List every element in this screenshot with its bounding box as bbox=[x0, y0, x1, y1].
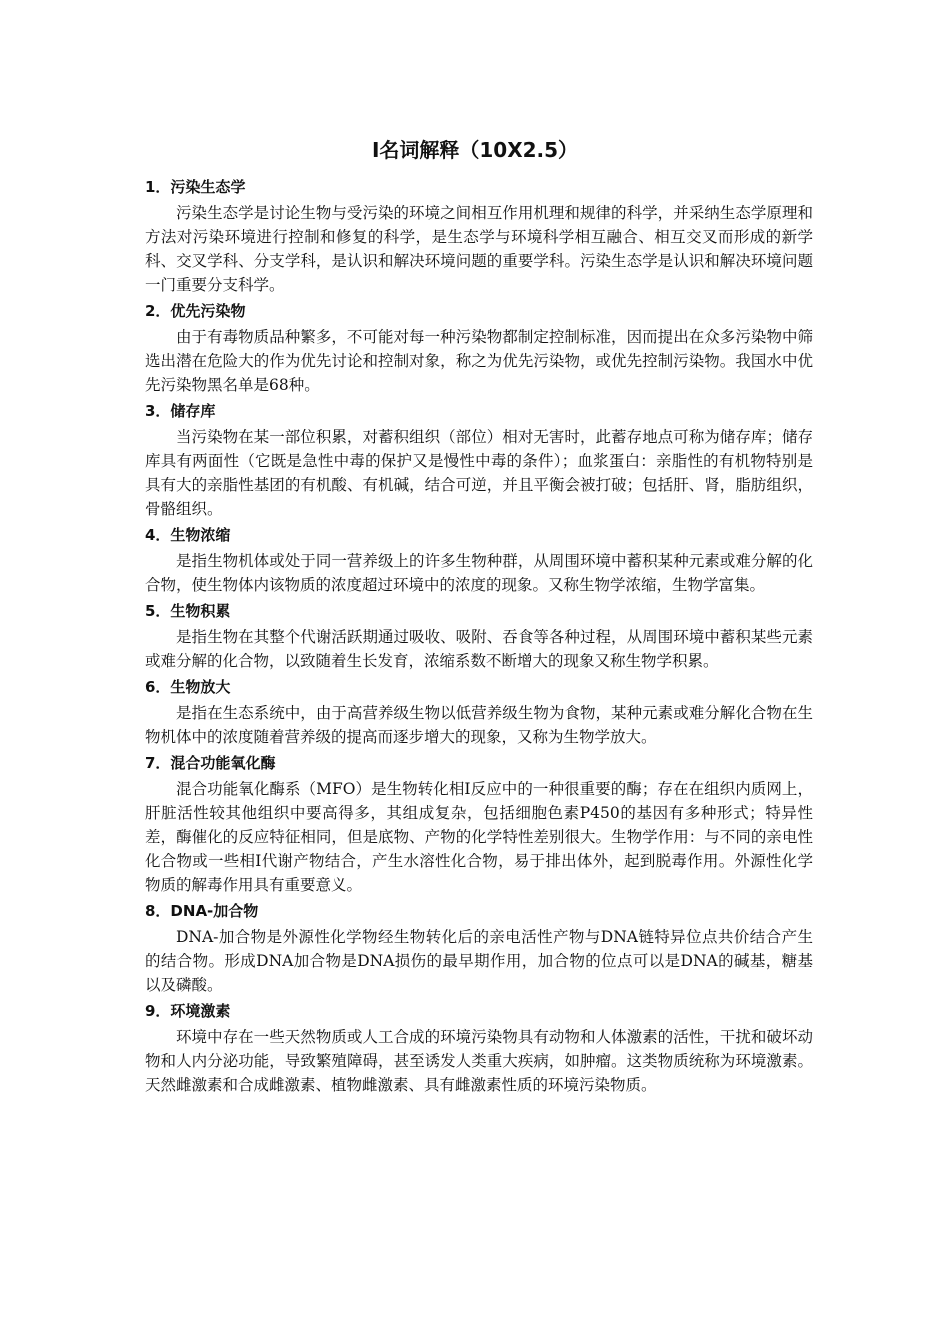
term-list bbox=[145, 176, 813, 1100]
term-heading: 4．生物浓缩 bbox=[145, 526, 231, 544]
page-title: I名词解释（10X2.5） bbox=[371, 138, 579, 162]
term-item bbox=[145, 524, 813, 597]
term-heading: 9．环境激素 bbox=[145, 1002, 231, 1020]
term-definition: 由于有毒物质品种繁多，不可能对每一种污染物都制定控制标准，因而提出在众多污染物中筛选出潜在危险大的作为优先讨论和控制对象，称之为优先污染物，或优先控制污染物。我国水中优先污染物黑名单是68种。 bbox=[145, 328, 813, 394]
term-definition: 污染生态学是讨论生物与受污染的环境之间相互作用机理和规律的科学，并采纳生态学原理和方法对污染环境进行控制和修复的科学，是生态学与环境科学相互融合、相互交叉而形成的新学科、交叉学科、分支学科，是认识和解决环境问题的重要学科。污染生态学是认识和解决环境问题一门重要分支科学。 bbox=[145, 204, 813, 294]
term-definition: 是指生物在其整个代谢活跃期通过吸收、吸附、吞食等各种过程，从周围环境中蓄积某些元素或难分解的化合物，以致随着生长发育，浓缩系数不断增大的现象又称生物学积累。 bbox=[145, 628, 813, 670]
term-heading: 2．优先污染物 bbox=[145, 302, 246, 320]
term-heading: 6．生物放大 bbox=[145, 678, 231, 696]
term-heading: 7．混合功能氧化酶 bbox=[145, 754, 276, 772]
term-definition: 是指生物机体或处于同一营养级上的许多生物种群，从周围环境中蓄积某种元素或难分解的化合物，使生物体内该物质的浓度超过环境中的浓度的现象。又称生物学浓缩，生物学富集。 bbox=[145, 552, 813, 594]
term-definition: 是指在生态系统中，由于高营养级生物以低营养级生物为食物，某种元素或难分解化合物在生物机体中的浓度随着营养级的提高而逐步增大的现象，又称为生物学放大。 bbox=[145, 704, 813, 746]
term-item bbox=[145, 300, 813, 397]
term-item bbox=[145, 752, 813, 897]
term-definition: 当污染物在某一部位积累，对蓄积组织（部位）相对无害时，此蓄存地点可称为储存库；储存库具有两面性（它既是急性中毒的保护又是慢性中毒的条件）；血浆蛋白：亲脂性的有机物特别是具有大的亲脂性基团的有机酸、有机碱，结合可逆，并且平衡会被打破；包括肝、肾，脂肪组织，骨骼组织。 bbox=[145, 428, 813, 518]
term-definition: DNA-加合物是外源性化学物经生物转化后的亲电活性产物与DNA链特异位点共价结合产生的结合物。形成DNA加合物是DNA损伤的最早期作用，加合物的位点可以是DNA的碱基，糖基以及磷酸。 bbox=[145, 928, 813, 994]
term-definition: 混合功能氧化酶系（MFO）是生物转化相Ⅰ反应中的一种很重要的酶；存在在组织内质网上，肝脏活性较其他组织中要高得多，其组成复杂，包括细胞色素P450的基因有多种形式；特异性差，酶催化的反应特征相同，但是底物、产物的化学特性差别很大。生物学作用：与不同的亲电性化合物或一些相Ⅰ代谢产物结合，产生水溶性化合物，易于排出体外，起到脱毒作用。外源性化学物质的解毒作用具有重要意义。 bbox=[145, 780, 813, 894]
term-item bbox=[145, 1000, 813, 1097]
term-item bbox=[145, 676, 813, 749]
term-item bbox=[145, 900, 813, 997]
term-heading: 3．储存库 bbox=[145, 402, 216, 420]
term-item bbox=[145, 176, 813, 297]
term-heading: 8．DNA-加合物 bbox=[145, 902, 259, 920]
term-item bbox=[145, 600, 813, 673]
term-heading: 1．污染生态学 bbox=[145, 178, 246, 196]
term-heading: 5．生物积累 bbox=[145, 602, 231, 620]
term-definition: 环境中存在一些天然物质或人工合成的环境污染物具有动物和人体激素的活性，干扰和破坏动物和人内分泌功能，导致繁殖障碍，甚至诱发人类重大疾病，如肿瘤。这类物质统称为环境激素。天然雌激素和合成雌激素、植物雌激素、具有雌激素性质的环境污染物质。 bbox=[145, 1028, 813, 1094]
term-item bbox=[145, 400, 813, 521]
